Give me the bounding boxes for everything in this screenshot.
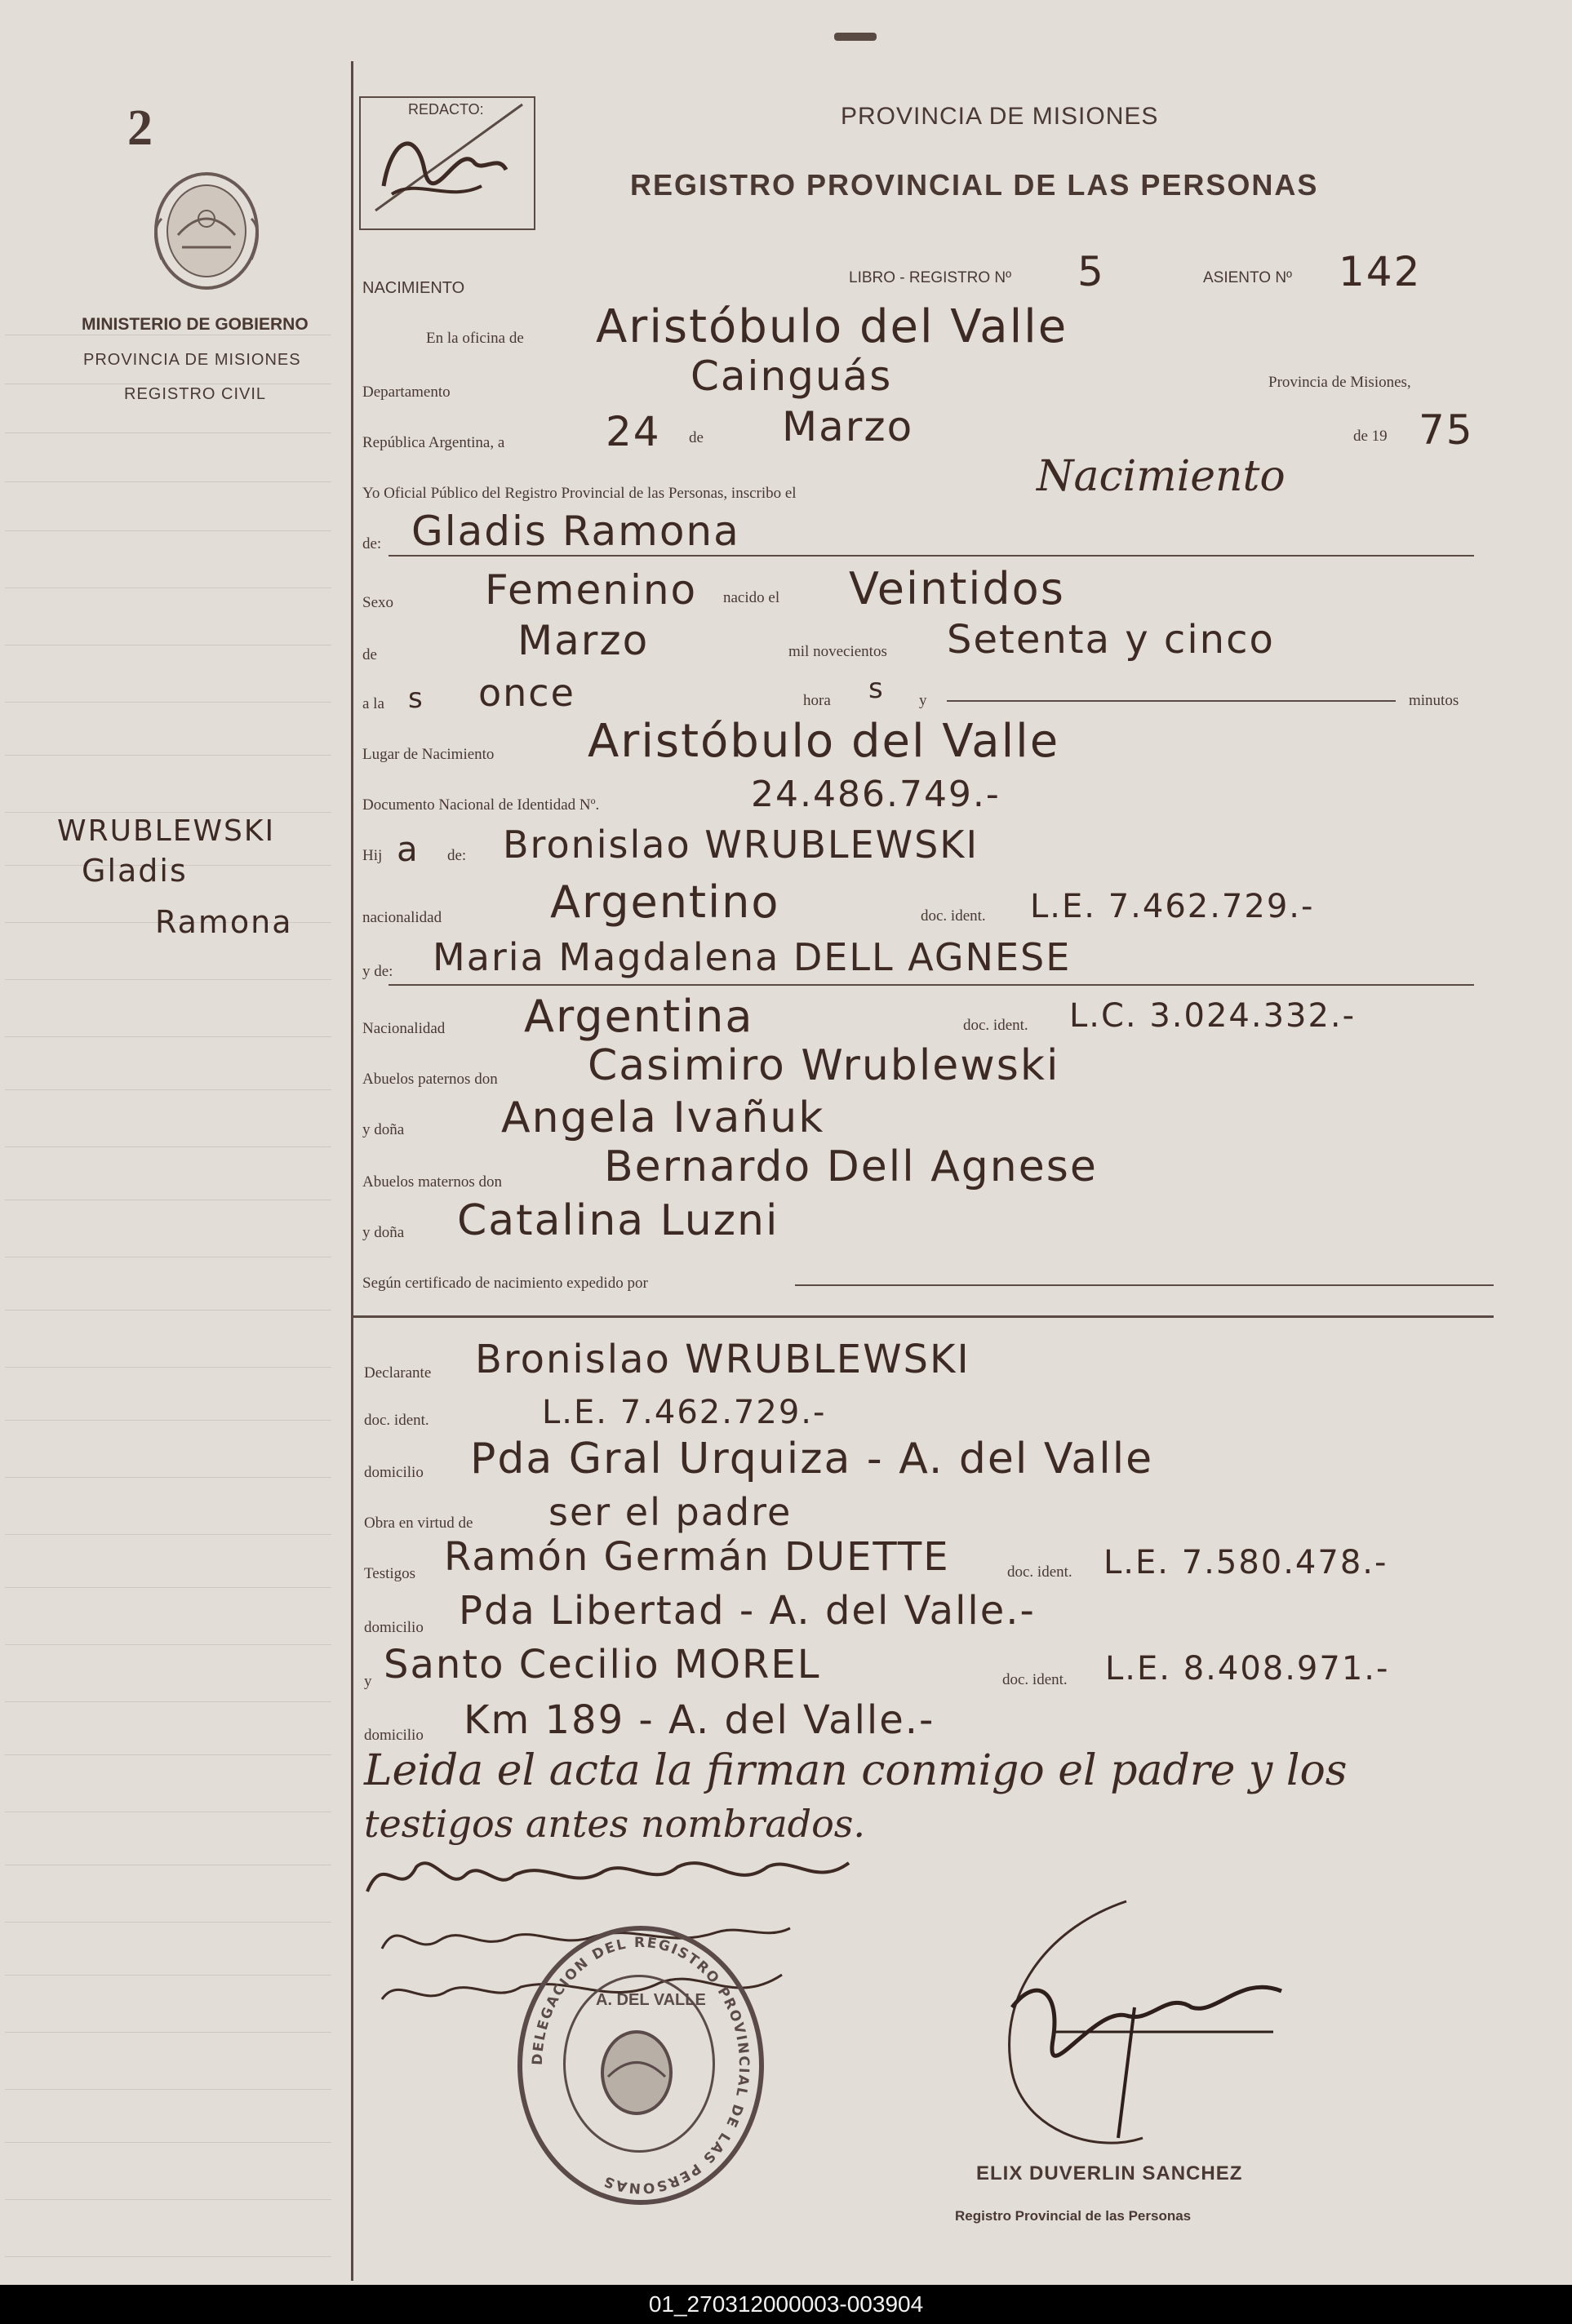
hora-label: hora: [803, 692, 831, 709]
domicilio-value: Pda Gral Urquiza - A. del Valle: [470, 1435, 1154, 1484]
oficina-value: Aristóbulo del Valle: [596, 300, 1068, 353]
alas-label: a la: [362, 695, 384, 712]
closing-text-line-1: Leida el acta la firman conmigo el padre y los: [364, 1746, 1348, 1795]
declarante-doc-value: L.E. 7.462.729.-: [542, 1394, 827, 1431]
year-value: 75: [1419, 406, 1474, 454]
father-value: Bronislao WRUBLEWSKI: [503, 823, 979, 867]
official-signature: [930, 1893, 1339, 2171]
abuelos-mat-label: Abuelos maternos don: [362, 1173, 502, 1191]
provincia-label: Provincia de Misiones,: [1268, 374, 1411, 391]
testigo2-dom-label: domicilio: [364, 1727, 424, 1744]
testigo2-value: Santo Cecilio MOREL: [384, 1642, 821, 1688]
de3-label: de: [362, 646, 377, 663]
de-label: de: [689, 429, 704, 446]
page-number: 2: [127, 100, 153, 156]
mother-doc-label: doc. ident.: [963, 1017, 1028, 1034]
hij-de-label: de:: [447, 847, 467, 864]
lugar-value: Aristóbulo del Valle: [588, 715, 1060, 768]
dni-value: 24.486.749.-: [751, 774, 1001, 815]
year-words-value: Setenta y cinco: [947, 617, 1275, 663]
testigo2-doc-value: L.E. 8.408.971.-: [1105, 1650, 1390, 1688]
declarante-label: Declarante: [364, 1364, 432, 1382]
month-value: Marzo: [782, 403, 914, 450]
father-doc-value: L.E. 7.462.729.-: [1030, 888, 1315, 925]
top-mark: [834, 33, 877, 41]
abuelo-mat-value: Bernardo Dell Agnese: [604, 1142, 1098, 1191]
stamp-center-text: A. DEL VALLE: [596, 1991, 706, 2009]
nacionalidad2-label: Nacionalidad: [362, 1020, 446, 1037]
testigo1-dom-label: domicilio: [364, 1619, 424, 1636]
closing-text-line-2: testigos antes nombrados.: [364, 1802, 866, 1846]
oficina-label: En la oficina de: [426, 330, 524, 347]
testigo1-value: Ramón Germán DUETTE: [444, 1534, 950, 1580]
certificado-label: Según certificado de nacimiento expedido por: [362, 1275, 648, 1292]
abuela-mat-value: Catalina Luzni: [457, 1196, 779, 1245]
mil-label: mil novecientos: [788, 643, 887, 660]
testigo1-doc-value: L.E. 7.580.478.-: [1104, 1544, 1388, 1581]
inscribo-value: Nacimiento: [1037, 452, 1286, 501]
declarante-signature: [359, 1843, 881, 1908]
inscribo-label: Yo Oficial Público del Registro Provincial de las Personas, inscribo el: [362, 485, 797, 502]
departamento-label: Departamento: [362, 384, 451, 401]
official-title: Registro Provincial de las Personas: [955, 2208, 1192, 2224]
hour-value: once: [478, 671, 575, 715]
republica-label: República Argentina, a: [362, 434, 505, 451]
father-nat-value: Argentino: [550, 876, 780, 928]
testigo1-dom-value: Pda Libertad - A. del Valle.-: [459, 1588, 1036, 1634]
office-label: REGISTRO CIVIL: [124, 385, 267, 403]
testigo2-doc-label: doc. ident.: [1002, 1671, 1068, 1688]
margin-rule: [351, 61, 353, 2281]
ydona-pat-label: y doña: [362, 1121, 405, 1138]
header-province: PROVINCIA DE MISIONES: [841, 103, 1159, 130]
libro-label: LIBRO - REGISTRO Nº: [849, 269, 1012, 286]
minutes-line: [947, 700, 1396, 702]
margin-note-name: Gladis: [82, 853, 188, 889]
abuelos-pat-label: Abuelos paternos don: [362, 1071, 498, 1088]
header-title: REGISTRO PROVINCIAL DE LAS PERSONAS: [630, 168, 1319, 202]
minutos-label: minutos: [1409, 692, 1459, 709]
dni-label: Documento Nacional de Identidad Nº.: [362, 796, 600, 814]
province-label: PROVINCIA DE MISIONES: [83, 351, 301, 369]
mother-underline: [389, 984, 1474, 986]
domicilio-label: domicilio: [364, 1464, 424, 1481]
obra-value: ser el padre: [548, 1490, 793, 1534]
nacido-value: Veintidos: [849, 563, 1065, 614]
testigo2-dom-value: Km 189 - A. del Valle.-: [464, 1697, 935, 1743]
y-testigo2-label: y: [364, 1673, 372, 1690]
abuela-pat-value: Angela Ivañuk: [501, 1093, 825, 1142]
yde-label: y de:: [362, 963, 393, 980]
hora-suffix: s: [868, 672, 885, 705]
asiento-value: 142: [1339, 248, 1422, 295]
y-label: y: [919, 692, 927, 709]
coat-of-arms-emblem: [145, 170, 268, 292]
mother-nat-value: Argentina: [524, 991, 754, 1042]
margin-note-second-name: Ramona: [155, 904, 293, 940]
hij-suffix: a: [397, 829, 420, 869]
name-underline: [389, 555, 1474, 557]
alas-suffix: s: [408, 682, 424, 715]
year-label: de 19: [1353, 428, 1388, 445]
testigo1-doc-label: doc. ident.: [1007, 1563, 1072, 1581]
declarante-doc-label: doc. ident.: [364, 1412, 429, 1429]
section-divider: [351, 1315, 1494, 1318]
sexo-label: Sexo: [362, 594, 393, 611]
stamp-emblem: [588, 2024, 686, 2122]
asiento-label: ASIENTO Nº: [1203, 269, 1292, 286]
libro-value: 5: [1077, 248, 1105, 295]
certificado-line: [795, 1284, 1494, 1286]
nacionalidad-label: nacionalidad: [362, 909, 442, 926]
abuelo-pat-value: Casimiro Wrublewski: [588, 1041, 1060, 1090]
lugar-label: Lugar de Nacimiento: [362, 746, 495, 763]
mother-value: Maria Magdalena DELL AGNESE: [433, 935, 1072, 979]
de2-label: de:: [362, 535, 382, 552]
margin-note-surname: WRUBLEWSKI: [57, 814, 276, 848]
official-name: ELIX DUVERLIN SANCHEZ: [976, 2162, 1243, 2184]
mother-doc-value: L.C. 3.024.332.-: [1069, 997, 1357, 1035]
record-type-label: NACIMIENTO: [362, 279, 465, 297]
father-doc-label: doc. ident.: [921, 907, 986, 925]
hij-label: Hij: [362, 847, 383, 864]
testigos-label: Testigos: [364, 1565, 416, 1582]
redacto-label: REDACTO:: [408, 101, 484, 118]
ministry-label: MINISTERIO DE GOBIERNO: [82, 315, 309, 334]
sexo-value: Femenino: [485, 566, 698, 614]
day-value: 24: [606, 408, 661, 455]
svg-text:DELEGACION DEL REGISTRO PROVIN: DELEGACION DEL REGISTRO PROVINCIAL DE LAS PERSONAS: [529, 1934, 753, 2197]
name-value: Gladis Ramona: [411, 508, 740, 555]
obra-label: Obra en virtud de: [364, 1515, 473, 1532]
nacido-label: nacido el: [723, 589, 780, 606]
declarante-value: Bronislao WRUBLEWSKI: [475, 1337, 970, 1382]
redacto-initials: [359, 96, 532, 227]
departamento-value: Cainguás: [691, 353, 893, 400]
image-id-footer: 01_270312000003-003904: [0, 2285, 1572, 2324]
birth-month-value: Marzo: [517, 617, 650, 664]
ydona-mat-label: y doña: [362, 1224, 405, 1241]
